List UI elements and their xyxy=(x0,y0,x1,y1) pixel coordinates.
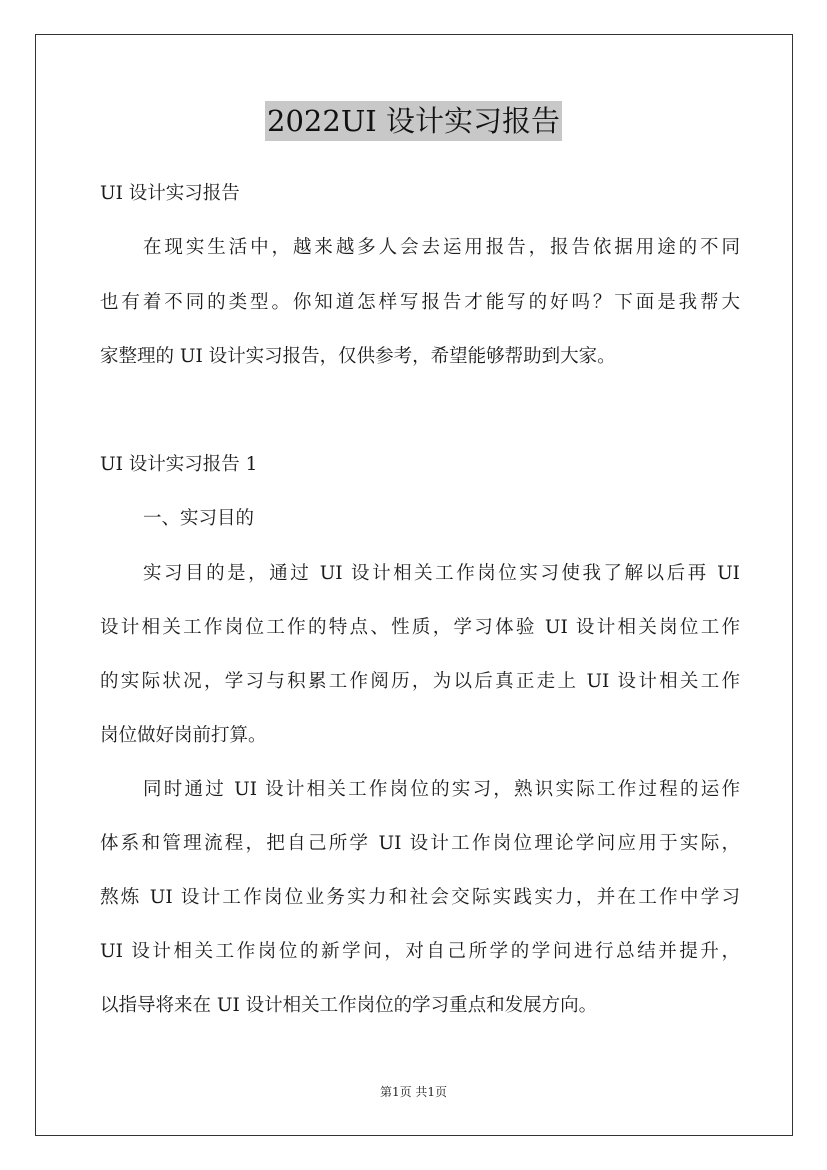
intro-line-2: 也有着不同的类型。你知道怎样写报告才能写的好吗？下面是我帮大 xyxy=(100,292,740,313)
document-subtitle: UI 设计实习报告 xyxy=(100,183,240,204)
heading-purpose: 一、实习目的 xyxy=(143,508,255,529)
para2-line-1: 同时通过 UI 设计相关工作岗位的实习，熟识实际工作过程的运作 xyxy=(143,779,740,800)
section-title: UI 设计实习报告 1 xyxy=(100,454,258,475)
para1-line-2: 设计相关工作岗位工作的特点、性质，学习体验 UI 设计相关岗位工作 xyxy=(100,617,740,638)
para1-line-3: 的实际状况，学习与积累工作阅历，为以后真正走上 UI 设计相关工作 xyxy=(100,671,740,692)
para2-line-2: 体系和管理流程，把自己所学 UI 设计工作岗位理论学问应用于实际， xyxy=(100,833,740,854)
para2-line-5: 以指导将来在 UI 设计相关工作岗位的学习重点和发展方向。 xyxy=(100,995,598,1016)
para2-line-3: 熬炼 UI 设计工作岗位业务实力和社会交际实践实力，并在工作中学习 xyxy=(100,887,740,908)
title-container xyxy=(0,101,827,141)
para1-line-1: 实习目的是，通过 UI 设计相关工作岗位实习使我了解以后再 UI xyxy=(143,563,740,584)
intro-line-1: 在现实生活中，越来越多人会去运用报告，报告依据用途的不同 xyxy=(143,237,740,258)
page-footer: 第1页 共1页 xyxy=(379,1085,448,1099)
para1-line-4: 岗位做好岗前打算。 xyxy=(100,725,267,746)
para2-line-4: UI 设计相关工作岗位的新学问，对自己所学的学问进行总结并提升， xyxy=(100,941,740,962)
document-title: 2022UI 设计实习报告 xyxy=(265,101,562,141)
intro-line-3: 家整理的 UI 设计实习报告，仅供参考，希望能够帮助到大家。 xyxy=(100,346,616,367)
